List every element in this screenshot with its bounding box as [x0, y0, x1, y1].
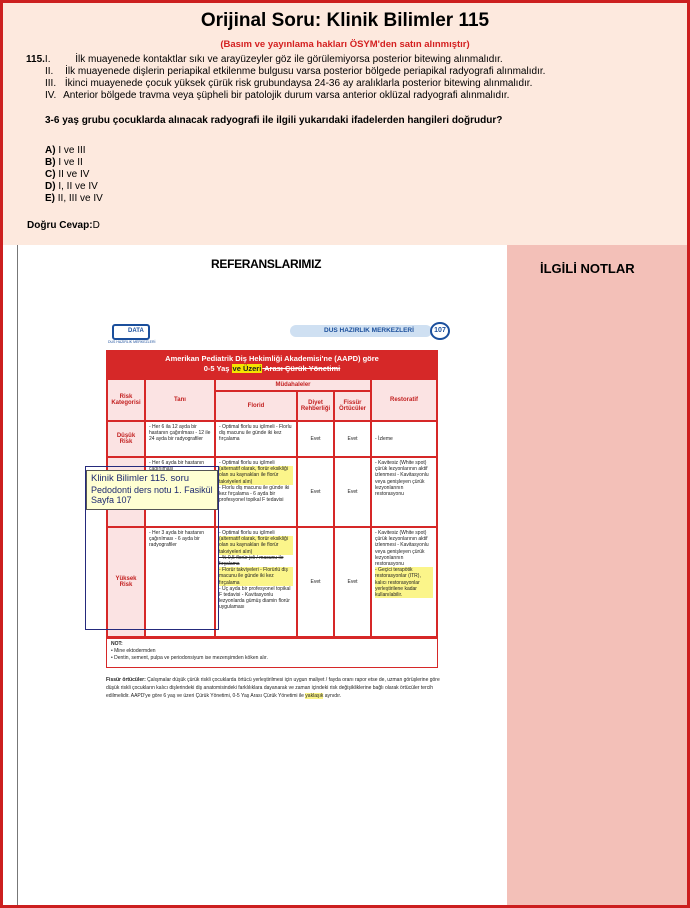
table-title	[106, 350, 438, 378]
tooltip-title: Klinik Bilimler 115. soru	[91, 473, 190, 484]
references-heading: REFERANSLARIMIZ	[211, 257, 322, 271]
highlight-ve-uzeri: ve Üzeri	[232, 364, 262, 373]
table-title-part: 0-5 Yaş	[203, 364, 232, 373]
row-mid-diyet: Evet	[297, 457, 334, 527]
option-letter: C)	[45, 169, 56, 180]
row-low-tani: - Her 6 ila 12 ayda bir hastanın çağırılması - 12 ile 24 ayda bir radyografiler	[145, 421, 215, 457]
header-band	[290, 325, 432, 337]
row-high-restoratif	[371, 527, 437, 637]
statement-text: Anterior bölgede travma veya şüpheli bir patolojik durum varsa anterior oklüzal radyografi alınmalıdır.	[63, 90, 510, 101]
row-low-label: Düşük Risk	[107, 421, 145, 457]
fissur-highlight: yaklaşık	[305, 693, 324, 699]
row-mid-florid	[215, 457, 297, 527]
option-a	[45, 145, 86, 157]
option-text: I, II ve IV	[58, 181, 98, 192]
table-title-line-2	[106, 364, 438, 374]
restoratif-text: - Kavitesiz (White spot) çürük lezyonlarının aktif izlenmesi - Kavitasyonlu veya genişleyen çürük lezyonlarının restorasyonu	[375, 530, 429, 568]
statement-1	[26, 54, 503, 66]
restoratif-highlight: - Geçici terapötik restorasyonlar (ITR), kalıcı restorasyonlar yerleştirilene kadar kullanılabilir.	[375, 567, 433, 598]
question-stem: 3-6 yaş grubu çocuklarda alınacak radyografi ile ilgili yukarıdaki ifadelerden hangileri doğrudur?	[45, 115, 503, 126]
option-letter: A)	[45, 145, 56, 156]
florid-text: - Optimal florlu su içilmeli	[219, 530, 275, 536]
row-low-restoratif: - İzleme	[371, 421, 437, 457]
florid-text: - Florlu diş macunu ile günde iki kez fırçalama - 6 ayda bir profesyonel topikal F tedavisi	[219, 484, 290, 504]
annotation-tooltip[interactable]	[86, 470, 218, 510]
florid-highlight: (alternatif olarak, florür eksikliği olan su kaynakları ile florür takviyeleri alın)	[219, 536, 293, 555]
option-text: II ve IV	[58, 169, 90, 180]
note-title: NOT:	[111, 641, 123, 647]
option-text: I ve II	[58, 157, 83, 168]
notes-heading: İLGİLİ NOTLAR	[540, 261, 635, 276]
row-mid-tani: - Her 6 ayda bir hastanın	[145, 457, 215, 527]
logo-text: DATA	[128, 328, 144, 334]
statement-2	[45, 66, 545, 78]
row-high-diyet: Evet	[297, 527, 334, 637]
statement-4	[45, 90, 509, 102]
note-item: • Mine ektodermden	[111, 648, 156, 654]
note-item: • Dentin, sement, pulpa ve periodonsiyum ise mezenşimden köken alır.	[111, 655, 268, 661]
copyright-notice: (Basım ve yayınlama hakları ÖSYM'den satın alınmıştır)	[220, 39, 470, 50]
statement-numeral: IV.	[45, 90, 57, 101]
col-mudahaleler: Müdahaleler	[215, 379, 371, 391]
row-mid-restoratif: - Kavitesiz (White spot) çürük lezyonlarının aktif izlenmesi - Kavitasyonlu veya genişleyen çürük lezyonlarının restorasyonu	[371, 457, 437, 527]
band-text: DUS HAZIRLIK MERKEZLERİ	[324, 327, 414, 334]
question-number: 115.	[26, 54, 45, 65]
data-logo-icon	[112, 324, 150, 340]
option-text: II, III ve IV	[57, 193, 103, 204]
statement-text: İlk muayenede dişlerin periapikal etkilenme bulgusu varsa posterior bölgede periapikal radyografi alınmalıdır.	[65, 66, 546, 77]
statement-numeral: III.	[45, 78, 57, 89]
col-florid: Florid	[215, 391, 297, 421]
row-high-florid	[215, 527, 297, 637]
divider	[17, 245, 18, 905]
option-text: I ve III	[58, 145, 86, 156]
option-e	[45, 193, 103, 205]
answer-label: Doğru Cevap:	[27, 220, 93, 231]
statement-text: İkinci muayenede çocuk yüksek çürük risk grubundaysa 24-36 ay aralıklarla posterior bitewing alınmalıdır.	[64, 78, 533, 89]
table-title-line-1: Amerikan Pediatrik Diş Hekimliği Akademisi'ne (AAPD) göre	[165, 354, 379, 363]
row-low-fissur: Evet	[334, 421, 371, 457]
florid-text: - Optimal florlu su içilmeli	[219, 460, 275, 466]
tooltip-body: Pedodonti ders notu 1. Fasikül Sayfa 107	[91, 484, 213, 505]
option-c	[45, 169, 89, 181]
logo-subtitle: DUS HAZIRLIK MERKEZLERİ	[108, 340, 156, 344]
statement-numeral: I.	[44, 54, 51, 65]
answer-value: D	[92, 220, 100, 231]
notes-panel	[507, 245, 687, 905]
fissur-paragraph	[106, 676, 442, 700]
statement-3	[45, 78, 532, 90]
option-letter: B)	[45, 157, 56, 168]
col-tani: Tanı	[145, 379, 215, 421]
col-restoratif: Restoratif	[371, 379, 437, 421]
col-risk: Risk Kategorisi	[107, 379, 145, 421]
statement-text: İlk muayenede kontaktlar sıkı ve arayüzeyler göz ile görülemiyorsa posterior bitewing alınmalıdır.	[75, 54, 503, 65]
fissur-title: Fissür örtücüler:	[106, 677, 146, 683]
florid-text: - Üç ayda bir profesyonel topikal F tedavisi - Kavitasyonlu lezyonlarda gümüş diamin florür uygulaması	[219, 585, 291, 611]
option-letter: D)	[45, 181, 56, 192]
col-fissur: Fissür Örtücüler	[334, 391, 371, 421]
row-low-florid: - Optimal florlu su içilmeli - Florlu diş macunu ile günde iki kez fırçalama	[215, 421, 297, 457]
row-high-fissur: Evet	[334, 527, 371, 637]
florid-strike: - % 0,5 florür jeli / macunu ile fırçalama	[219, 554, 284, 568]
fissur-end: aynıdır.	[323, 693, 342, 699]
option-letter: E)	[45, 193, 55, 204]
statement-numeral: II.	[45, 66, 54, 77]
question-panel	[3, 3, 687, 245]
note-box	[106, 638, 438, 668]
correct-answer	[27, 220, 100, 231]
col-diyet: Diyet Rehberliği	[297, 391, 334, 421]
row-high-label: Yüksek Risk	[107, 527, 145, 637]
row-mid-fissur: Evet	[334, 457, 371, 527]
option-d	[45, 181, 98, 193]
page-number: 107	[430, 322, 450, 340]
row-low-diyet: Evet	[297, 421, 334, 457]
florid-highlight: - Florür takviyeleri - Florürlü diş macunu ile günde iki kez fırçalama	[219, 567, 293, 586]
option-b	[45, 157, 83, 169]
row-high-tani: - Her 3 ayda bir hastanın çağırılması - 6 ayda bir radyografiler	[145, 527, 215, 637]
fissur-text: Çalışmalar düşük çürük riskli çocuklarda örtücü yerleştirilmesi için uygun maliyet / fayda oranı rapor etse de, uzman görüşlerine göre düşük riskli çocukların kalıcı dişlerindeki diş anatomisindeki farklılıklara dayanarak ve zaman içindeki risk değişikliklerine bağlı olarak örtücüler tercih edilmelidir. AAPD'ye göre 6 yaş ve üzeri Çürük Yönetimi, 0-5 Yaş Arası Çürük Yönetimi ile	[106, 677, 440, 699]
table-title-part: Arası Çürük Yönetimi	[262, 364, 341, 373]
page-title: Orijinal Soru: Klinik Bilimler 115	[200, 10, 490, 31]
florid-highlight: (alternatif olarak, florür eksikliği olan su kaynakları ile florür takviyeleri alın)	[219, 466, 293, 485]
